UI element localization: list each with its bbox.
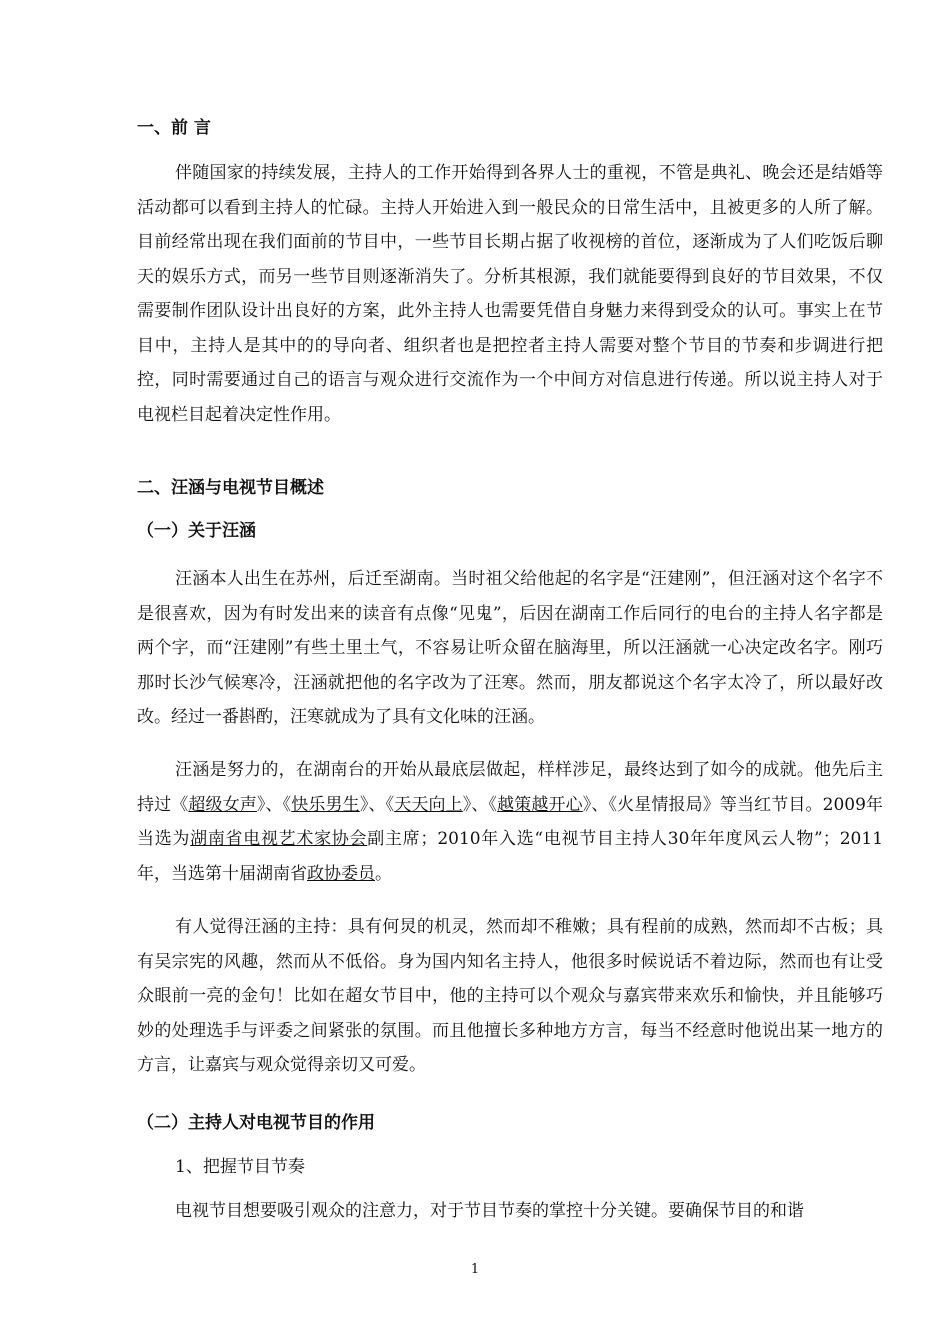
text-run: 》、《	[462, 794, 498, 815]
text-run: 。	[375, 863, 392, 884]
subsection-heading-about-wanghan: （一）关于汪涵	[137, 521, 256, 541]
item-heading-rhythm: 1、把握节目节奏	[175, 1157, 305, 1177]
text-run: 》、《	[359, 794, 395, 815]
page-number: 1	[470, 1262, 480, 1277]
link-yuece-yuekaixin[interactable]: 越策越开心	[497, 794, 583, 815]
text-run: 》、《火星情报局》等当红节目。2009年当选为	[137, 794, 884, 849]
text-run: 》、《	[256, 794, 292, 815]
link-hunan-tv-artists-association[interactable]: 湖南省电视艺术家协会	[190, 829, 368, 849]
paragraph-preface: 伴随国家的持续发展，主持人的工作开始得到各界人士的重视，不管是典礼、晚会还是结婚等活动都可以看到主持人的忙碌。主持人开始进入到一般民众的日常生活中，且被更多的人所了解。目前经常出现在我们面前的节目中，一些节目长期占据了收视榜的首位，逐渐成为了人们吃饭后聊天的娱乐方式，而另一些节目则逐渐消失了。分析其根源，我们就能要得到良好的节目效果，不仅需要制作团队设计出良好的方案，此外主持人也需要凭借自身魅力来得到受众的认可。事实上在节目中，主持人是其中的的导向者、组织者也是把控者主持人需要对整个节目的节奏和步调进行把控，同时需要通过自己的语言与观众进行交流作为一个中间方对信息进行传递。所以说主持人对于电视栏目起着决定性作用。	[137, 163, 883, 425]
paragraph-rhythm: 电视节目想要吸引观众的注意力，对于节目节奏的掌控十分关键。要确保节目的和谐	[175, 1201, 804, 1221]
paragraph-hosting-style: 有人觉得汪涵的主持：具有何炅的机灵，然而却不稚嫩；具有程前的成熟，然而却不古板；具有吴宗宪的风趣，然而从不低俗。身为国内知名主持人，他很多时候说话不着边际，然而也有让受众眼前一亮的金句！比如在超女节目中，他的主持可以个观众与嘉宾带来欢乐和愉快，并且能够巧妙的处理选手与评委之间紧张的氛围。而且他擅长多种地方方言，每当不经意时他说出某一地方的方言，让嘉宾与观众觉得亲切又可爱。	[137, 917, 883, 1075]
paragraph-wanghan-career	[137, 753, 883, 891]
paragraph-wanghan-name: 汪涵本人出生在苏州，后迁至湖南。当时祖父给他起的名字是“汪建刚”，但汪涵对这个名字不是很喜欢，因为有时发出来的读音有点像“见鬼”，后因在湖南工作后同行的电台的主持人名字都是两个字，而“汪建刚”有些土里土气，不容易让听众留在脑海里，所以汪涵就一心决定改名字。刚巧那时长沙气候寒冷，汪涵就把他的名字改为了汪寒。然而，朋友都说这个名字太冷了，所以最好改改。经过一番斟酌，汪寒就成为了具有文化味的汪涵。	[137, 569, 883, 727]
link-cppcc-member[interactable]: 政协委员	[307, 863, 375, 884]
link-chaoji-nvsheng[interactable]: 超级女声	[188, 794, 257, 815]
link-kuaile-nansheng[interactable]: 快乐男生	[291, 794, 360, 815]
section-heading-overview: 二、汪涵与电视节目概述	[137, 478, 324, 498]
text-run: 副主席；2010年入选“电视节目主持人30年年度风云人物”；2011年，当选第十届湖南省	[137, 829, 884, 884]
link-tiantian-xiangshang[interactable]: 天天向上	[394, 794, 463, 815]
text-run: 汪涵是努力的，在湖南台的开始从最底层做起，样样涉足，最终达到了如今的成就。他先后主持过《	[137, 760, 883, 815]
subsection-heading-host-role: （二）主持人对电视节目的作用	[137, 1113, 375, 1133]
section-heading-preface: 一、前 言	[137, 118, 211, 138]
